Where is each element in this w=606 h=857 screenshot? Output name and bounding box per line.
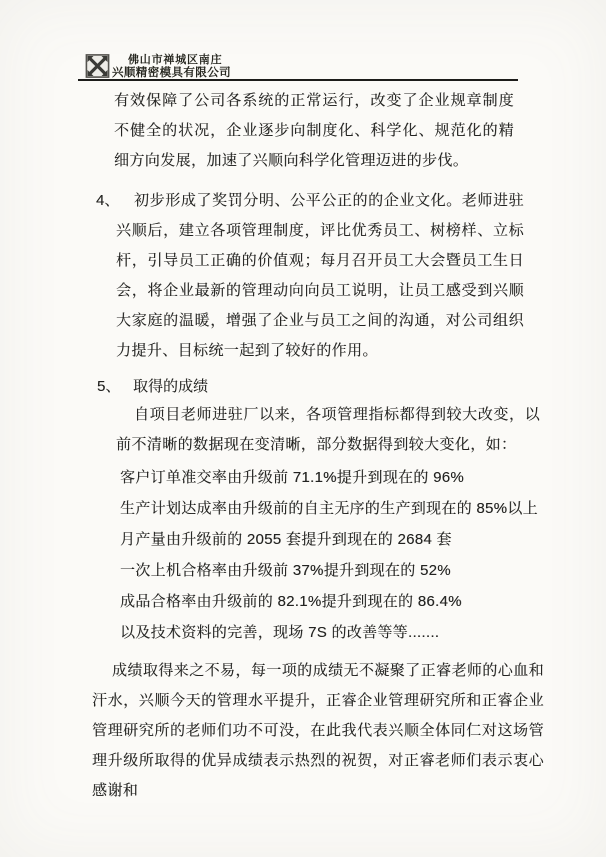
company-name-line2: 兴顺精密模具有限公司	[112, 67, 231, 79]
company-logo-icon	[85, 54, 110, 78]
metric-order-delivery-rate: 客户订单准交率由升级前 71.1%提升到现在的 96%	[120, 469, 464, 486]
closing-paragraph: 成绩取得来之不易，每一项的成绩无不凝聚了正睿老师的心血和汗水，兴顺今天的管理水平提升，正睿企业管理研究所和正睿企业管理研究所的老师们功不可没，在此我代表兴顺全体同仁对这场管理升级所取得的优异成绩表示热烈的祝贺，对正睿老师们表示衷心感谢和	[92, 662, 544, 799]
metrics-list	[120, 462, 538, 648]
list-item-4-text: 初步形成了奖罚分明、公平公正的的企业文化。老师进驻兴顺后，建立各项管理制度，评比优秀员工、树榜样、立标杆，引导员工正确的价值观；每月召开员工大会暨员工生日会，将企业最新的管理动向向员工说明，让员工感受到兴顺大家庭的温暖，增强了企业与员工之间的沟通，对公司组织力提升、目标统一起到了较好的作用。	[116, 192, 524, 359]
list-number-4: 4、	[96, 192, 120, 209]
metric-monthly-output: 月产量由升级前的 2055 套提升到现在的 2684 套	[120, 531, 452, 548]
metric-finished-goods-rate: 成品合格率由升级前的 82.1%提升到现在的 86.4%	[120, 593, 462, 610]
metric-other-improvements: 以及技术资料的完善，现场 7S 的改善等等.......	[120, 624, 440, 641]
paragraph-item3-continuation: 有效保障了公司各系统的正常运行，改变了企业规章制度不健全的状况，企业逐步向制度化、科学化、规范化的精细方向发展，加速了兴顺向科学化管理迈进的步伐。	[114, 92, 514, 169]
header-rule	[78, 79, 518, 81]
metric-production-plan-rate: 生产计划达成率由升级前的自主无序的生产到现在的 85%以上	[120, 500, 538, 517]
company-name-line1: 佛山市禅城区南庄	[128, 54, 223, 66]
section-5-title: 取得的成绩	[133, 378, 209, 395]
list-number-5: 5、	[97, 378, 121, 395]
metric-first-pass-rate: 一次上机合格率由升级前 37%提升到现在的 52%	[120, 562, 451, 579]
section-5-intro: 自项目老师进驻厂以来，各项管理指标都得到较大改变，以前不清晰的数据现在变清晰，部分数据得到较大变化，如：	[116, 406, 540, 453]
